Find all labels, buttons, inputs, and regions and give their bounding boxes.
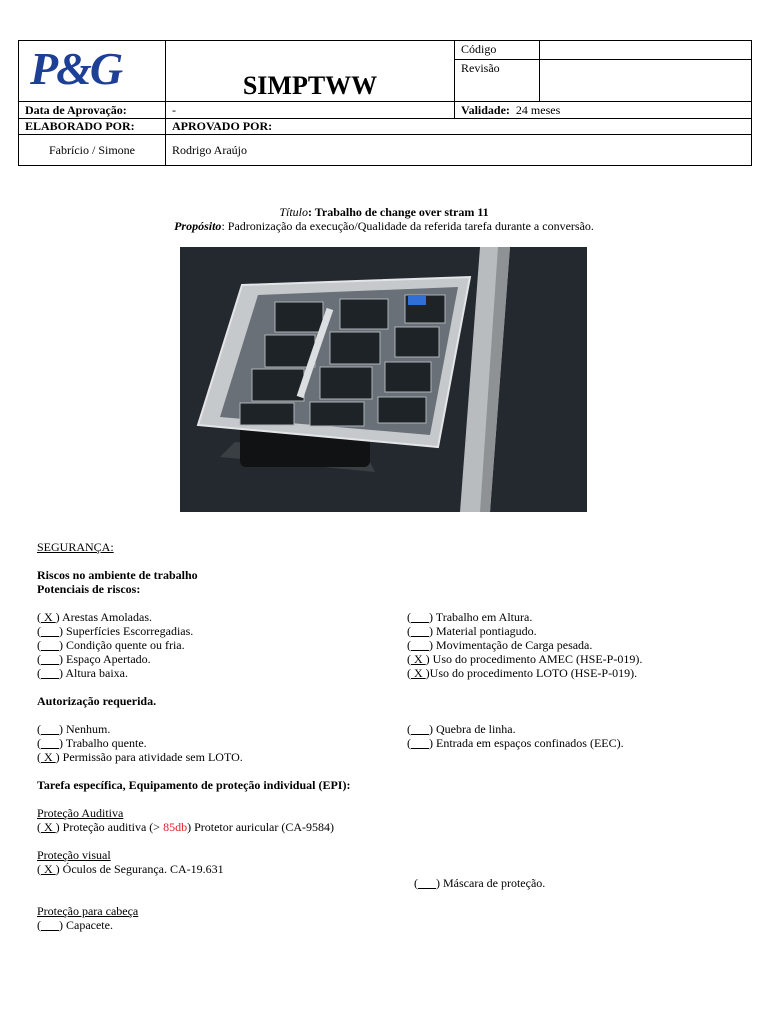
checkbox-item[interactable]: (___) Superfícies Escorregadias.: [37, 624, 194, 638]
checkbox-item[interactable]: (___) Trabalho quente.: [37, 736, 147, 750]
checkbox-item[interactable]: ( X )Uso do procedimento LOTO (HSE-P-019).: [407, 666, 638, 680]
elaborado-label: ELABORADO POR:: [19, 118, 166, 134]
capacete-checkbox[interactable]: (___) Capacete.: [37, 918, 113, 932]
validade-value: 24 meses: [515, 103, 561, 118]
titulo-value: : Trabalho de change over stram 11: [308, 205, 489, 219]
autorizacao-heading: Autorização requerida.: [37, 694, 157, 708]
titulo-label: Título: [279, 205, 308, 219]
noise-level: 85db: [163, 820, 188, 834]
aprovado-value: Rodrigo Araújo: [166, 134, 752, 165]
pg-logo: P&G: [30, 43, 122, 94]
equipment-photo: [180, 247, 587, 512]
checkbox-item[interactable]: (___) Quebra de linha.: [407, 722, 516, 736]
epi-heading: Tarefa específica, Equipamento de proteção individual (EPI):: [37, 778, 351, 792]
validade-cell: [455, 102, 752, 118]
doc-title-cell: [166, 41, 455, 102]
auditiva-heading: Proteção Auditiva: [37, 806, 124, 820]
revisao-value: [540, 60, 752, 102]
mascara-checkbox[interactable]: (___) Máscara de proteção.: [414, 876, 546, 890]
aprovado-label: APROVADO POR:: [166, 118, 752, 134]
auditiva-checkbox[interactable]: ( X ) Proteção auditiva (> 85db) Protetor auricular (CA-9584): [37, 820, 335, 834]
checkbox-item[interactable]: ( X ) Permissão para atividade sem LOTO.: [37, 750, 243, 764]
potenciais-heading: Potenciais de riscos:: [37, 582, 141, 596]
checkbox-item[interactable]: (___) Condição quente ou fria.: [37, 638, 185, 652]
titulo-line: [0, 205, 768, 219]
elaborado-value: Fabrício / Simone: [19, 134, 166, 165]
checkbox-item[interactable]: (___) Movimentação de Carga pesada.: [407, 638, 593, 652]
checkbox-item[interactable]: (___) Espaço Apertado.: [37, 652, 151, 666]
checkbox-item[interactable]: ( X ) Uso do procedimento AMEC (HSE-P-019).: [407, 652, 643, 666]
checkbox-item[interactable]: (___) Trabalho em Altura.: [407, 610, 533, 624]
data-aprovacao-label: Data de Aprovação:: [19, 102, 166, 118]
doc-title: SIMPTWW: [242, 71, 378, 101]
cabeca-heading: Proteção para cabeça: [37, 904, 139, 918]
data-aprovacao-value: -: [166, 102, 455, 118]
checkbox-item[interactable]: (___) Entrada em espaços confinados (EEC).: [407, 736, 624, 750]
visual-heading: Proteção visual: [37, 848, 111, 862]
header-table: [18, 40, 752, 166]
validade-label: Validade:: [461, 103, 510, 118]
proposito-value: : Padronização da execução/Qualidade da referida tarefa durante a conversão.: [221, 219, 594, 233]
checkbox-item[interactable]: (___) Material pontiagudo.: [407, 624, 537, 638]
proposito-line: [0, 219, 768, 233]
codigo-label: Código: [455, 41, 540, 60]
checkbox-item[interactable]: (___) Altura baixa.: [37, 666, 128, 680]
seguranca-heading: SEGURANÇA:: [37, 540, 114, 554]
proposito-label: Propósito: [174, 219, 222, 233]
checkbox-item[interactable]: (___) Nenhum.: [37, 722, 111, 736]
checkbox-item[interactable]: ( X ) Arestas Amoladas.: [37, 610, 152, 624]
codigo-value: [540, 41, 752, 60]
visual-checkbox[interactable]: ( X ) Óculos de Segurança. CA-19.631: [37, 862, 224, 876]
revisao-label: Revisão: [455, 60, 540, 102]
riscos-heading: Riscos no ambiente de trabalho: [37, 568, 198, 582]
